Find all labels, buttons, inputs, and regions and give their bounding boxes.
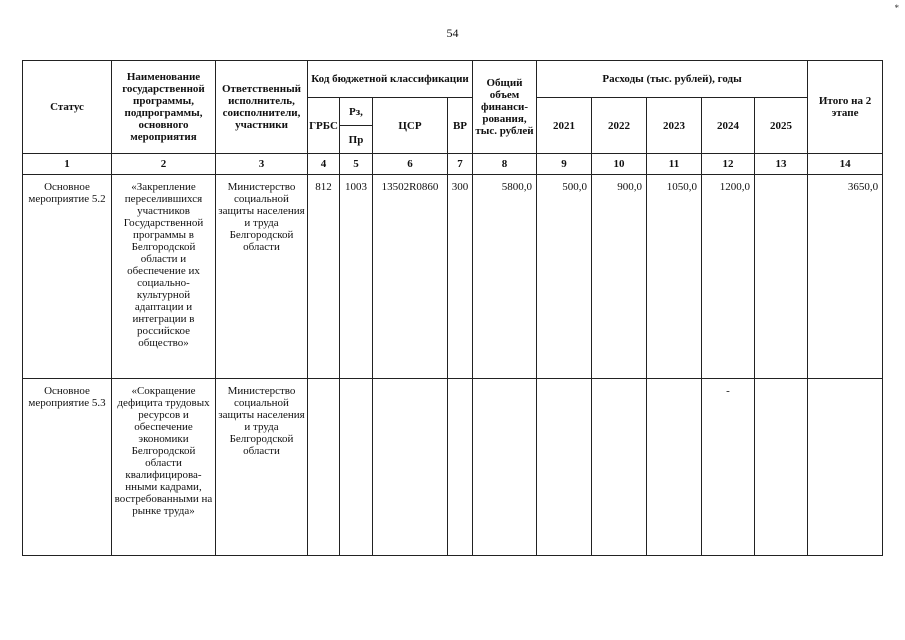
row-2021 (537, 379, 592, 556)
row-total (473, 379, 537, 556)
column-number: 8 (473, 154, 537, 175)
row-rzpr (340, 379, 373, 556)
header-year-2025: 2025 (755, 98, 808, 154)
table-row (23, 379, 883, 556)
header-grbs: ГРБС (308, 98, 340, 154)
column-number: 9 (537, 154, 592, 175)
corner-mark: * (894, 3, 899, 13)
row-2025 (755, 175, 808, 379)
header-row-1 (23, 61, 883, 98)
row-csr: 13502R0860 (373, 175, 448, 379)
row-status: Основное мероприятие 5.2 (23, 175, 112, 379)
row-2024: - (702, 379, 755, 556)
row-2023: 1050,0 (647, 175, 702, 379)
header-executor: Ответственный исполнитель, соисполнители, участники (216, 61, 308, 154)
header-year-2022: 2022 (592, 98, 647, 154)
header-year-2023: 2023 (647, 98, 702, 154)
row-name: «Сокращение дефицита трудовых ресурсов и обеспечение экономики Белгородской области квалифицирова-нными кадрами, востребованными на рынке труда» (112, 379, 216, 556)
row-grbs (308, 379, 340, 556)
row-vr: 300 (448, 175, 473, 379)
column-number: 13 (755, 154, 808, 175)
column-number: 2 (112, 154, 216, 175)
header-year-2021: 2021 (537, 98, 592, 154)
header-stage-total: Итого на 2 этапе (808, 61, 883, 154)
header-status: Статус (23, 61, 112, 154)
row-2025 (755, 379, 808, 556)
budget-table (22, 60, 883, 556)
row-executor: Министерство социальной защиты населения и труда Белгородской области (216, 175, 308, 379)
column-number-row (23, 154, 883, 175)
column-number: 3 (216, 154, 308, 175)
header-rz: Рз, (340, 98, 373, 126)
page-number: 54 (446, 26, 459, 40)
column-number: 5 (340, 154, 373, 175)
row-2024: 1200,0 (702, 175, 755, 379)
column-number: 14 (808, 154, 883, 175)
row-2022 (592, 379, 647, 556)
header-expenses: Расходы (тыс. рублей), годы (537, 61, 808, 98)
row-name: «Закрепление переселившихся участников Государственной программы в Белгородской области и обеспечение их социально-культурной адаптации и интеграции в российское общество» (112, 175, 216, 379)
column-number: 7 (448, 154, 473, 175)
row-stage-total (808, 379, 883, 556)
column-number: 1 (23, 154, 112, 175)
row-executor: Министерство социальной защиты населения и труда Белгородской области (216, 379, 308, 556)
column-number: 6 (373, 154, 448, 175)
column-number: 10 (592, 154, 647, 175)
row-rzpr: 1003 (340, 175, 373, 379)
header-year-2024: 2024 (702, 98, 755, 154)
row-2021: 500,0 (537, 175, 592, 379)
header-budget-code: Код бюджетной классификации (308, 61, 473, 98)
column-number: 4 (308, 154, 340, 175)
column-number: 11 (647, 154, 702, 175)
table-row (23, 175, 883, 379)
column-number: 12 (702, 154, 755, 175)
row-csr (373, 379, 448, 556)
row-vr (448, 379, 473, 556)
row-stage-total: 3650,0 (808, 175, 883, 379)
row-total: 5800,0 (473, 175, 537, 379)
header-pr: Пр (340, 126, 373, 154)
header-name: Наименование государственной программы, подпрограммы, основного мероприятия (112, 61, 216, 154)
row-2023 (647, 379, 702, 556)
header-csr: ЦСР (373, 98, 448, 154)
row-status: Основное мероприятие 5.3 (23, 379, 112, 556)
row-grbs: 812 (308, 175, 340, 379)
header-total-volume: Общий объем финанси-рования, тыс. рублей (473, 61, 537, 154)
header-vr: ВР (448, 98, 473, 154)
row-2022: 900,0 (592, 175, 647, 379)
